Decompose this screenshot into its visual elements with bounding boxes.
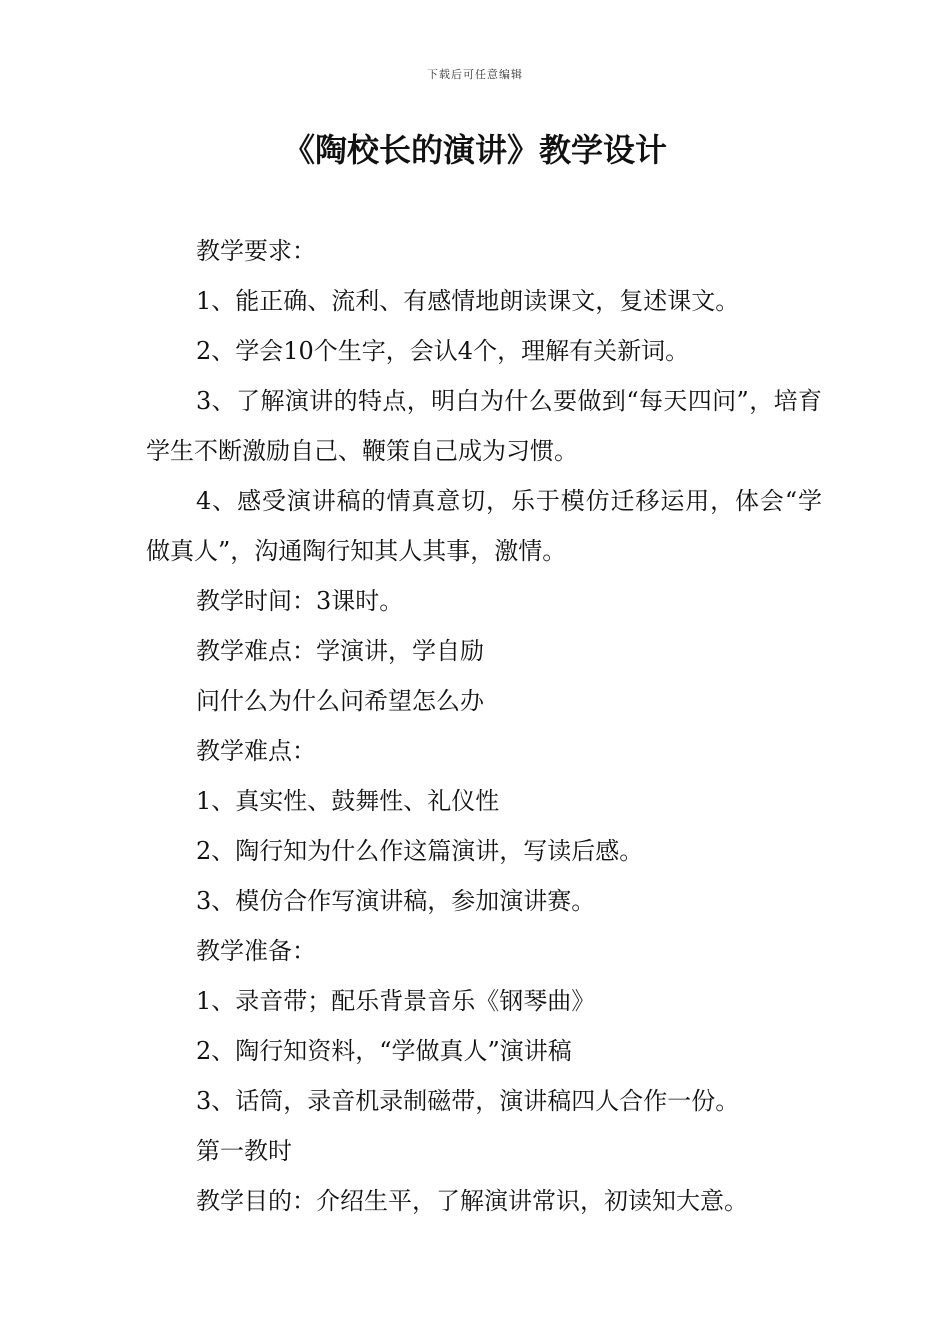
- paragraph-difficulty-heading: 教学难点：: [196, 737, 316, 765]
- document-body: [146, 226, 822, 1226]
- paragraph-requirement-2: 2、学会10个生字，会认4个，理解有关新词。: [196, 337, 690, 365]
- paragraph-teaching-time: 教学时间：3课时。: [196, 587, 404, 615]
- paragraph-preparation-1: 1、录音带；配乐背景音乐《钢琴曲》: [196, 987, 596, 1015]
- paragraph-difficulty-item-2: 2、陶行知为什么作这篇演讲，写读后感。: [196, 837, 644, 865]
- paragraph-difficulty-item-3: 3、模仿合作写演讲稿，参加演讲赛。: [196, 887, 596, 915]
- paragraph-preparation-heading: 教学准备：: [196, 937, 316, 965]
- document-title: 《陶校长的演讲》教学设计: [282, 131, 667, 169]
- paragraph-requirement-4: 4、感受演讲稿的情真意切，乐于模仿迁移运用，体会“学做真人”，沟通陶行知其人其事，激情。: [146, 487, 822, 565]
- paragraph-first-lesson: 第一教时: [196, 1137, 292, 1165]
- paragraph-requirement-3: 3、了解演讲的特点，明白为什么要做到“每天四问”，培育学生不断激励自己、鞭策自己成为习惯。: [146, 387, 822, 465]
- paragraph-difficulty-1: 教学难点：学演讲，学自励: [196, 637, 484, 665]
- paragraph-difficulty-item-1: 1、真实性、鼓舞性、礼仪性: [196, 787, 500, 815]
- paragraph-lesson-goal: 教学目的：介绍生平，了解演讲常识，初读知大意。: [196, 1187, 748, 1215]
- paragraph-requirement-1: 1、能正确、流利、有感情地朗读课文，复述课文。: [196, 287, 740, 315]
- paragraph-preparation-2: 2、陶行知资料，“学做真人”演讲稿: [196, 1037, 572, 1065]
- page-header-note: 下载后可任意编辑: [427, 68, 523, 81]
- paragraph-preparation-3: 3、话筒，录音机录制磁带，演讲稿四人合作一份。: [196, 1087, 740, 1115]
- paragraph-requirements-heading: 教学要求：: [196, 237, 316, 265]
- paragraph-questions: 问什么为什么问希望怎么办: [196, 687, 484, 715]
